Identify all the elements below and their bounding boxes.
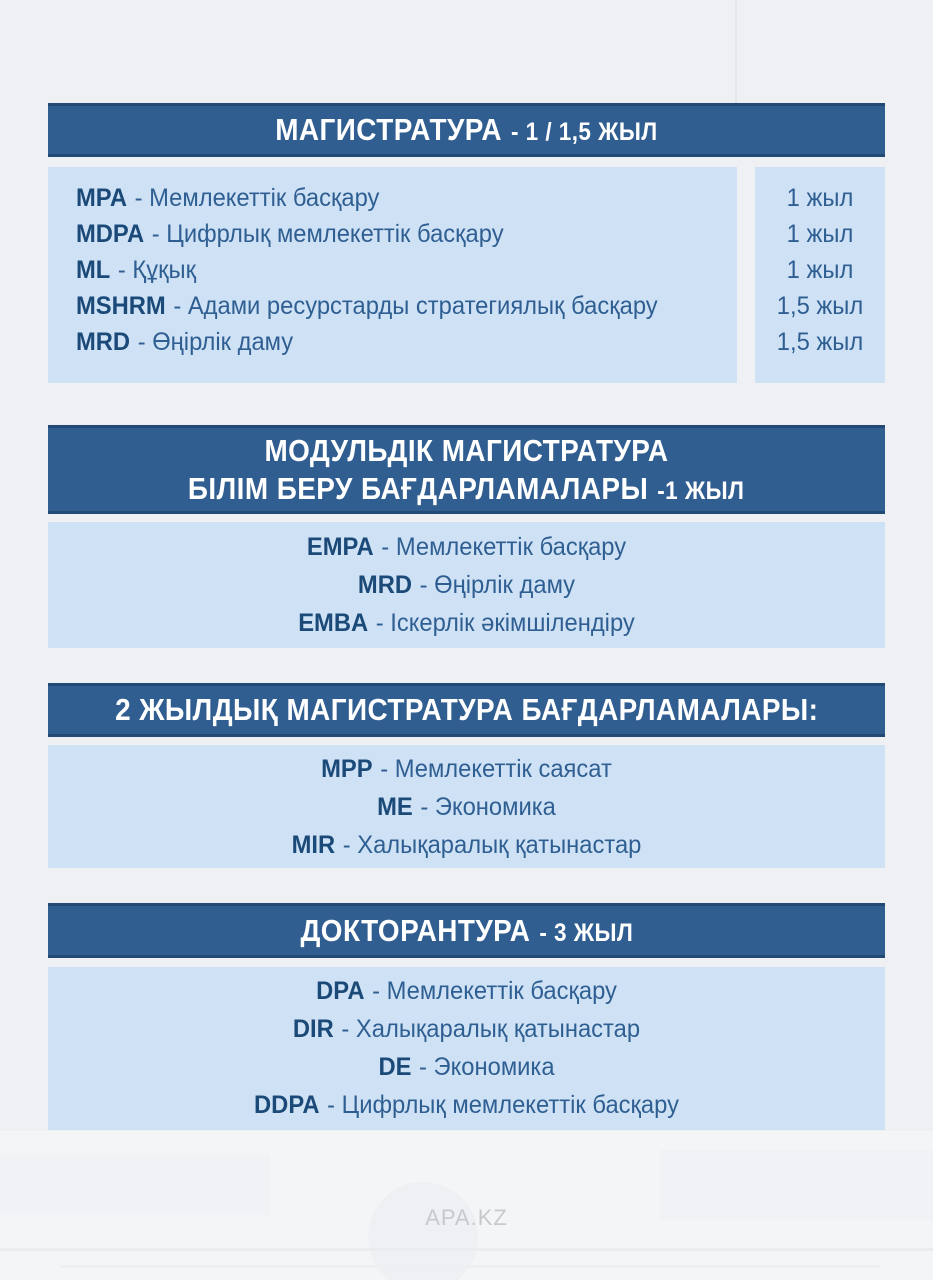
program-desc: - Құқық [117,256,196,284]
program-row [69,750,864,788]
program-desc: - Іскерлік әкімшілендіру [375,609,635,637]
program-duration: 1 жыл [786,220,854,248]
program-row [76,216,704,252]
doktorantura-programs-panel [48,967,885,1130]
program-row [69,826,864,864]
program-desc: - Мемлекеттік басқару [134,184,380,212]
program-code: ML [76,256,111,284]
program-code: MSHRM [76,292,166,320]
modular-magistratura-programs-panel [48,522,885,648]
section-header-magistratura [48,103,885,157]
program-desc: - Халықаралық қатынастар [342,831,642,859]
program-row [69,566,864,604]
program-row [69,788,864,826]
program-row [69,528,864,566]
background-building-step [60,1265,880,1268]
section-title-duration: -1 ЖЫЛ [657,476,745,505]
program-desc: - Өңірлік даму [137,328,294,356]
magistratura-programs-panel [48,167,737,383]
program-code: MRD [76,328,131,356]
program-desc: - Халықаралық қатынастар [341,1015,641,1043]
program-desc: - Экономика [420,793,556,821]
program-code: MPA [76,184,128,212]
watermark: APA.KZ [425,1205,508,1230]
program-row [69,1048,864,1086]
program-row [76,288,704,324]
program-duration: 1,5 жыл [776,292,864,320]
section-title-duration: - 3 ЖЫЛ [539,918,633,947]
program-code: ME [377,793,413,821]
program-desc: - Мемлекеттік басқару [372,977,617,1005]
background-building-step [0,1248,933,1251]
program-row [69,972,864,1010]
program-desc: - Экономика [419,1053,555,1081]
program-row [69,1086,864,1124]
program-duration: 1,5 жыл [776,328,864,356]
program-desc: - Мемлекеттік саясат [380,755,612,783]
program-duration: 1 жыл [786,184,854,212]
program-code: EMBA [298,609,369,637]
program-desc: - Мемлекеттік басқару [381,533,627,561]
program-row [69,1010,864,1048]
section-header-doktorantura [48,903,885,958]
section-title-duration: - 1 / 1,5 ЖЫЛ [511,118,658,146]
program-row [76,252,704,288]
program-code: MPP [321,755,373,783]
program-code: MRD [357,571,413,599]
program-desc: - Цифрлық мемлекеттік басқару [151,220,504,248]
section-header-two-year-magistratura [48,683,885,737]
section-title-line1: МОДУЛЬДІК МАГИСТРАТУРА [264,432,669,468]
program-duration: 1 жыл [786,256,854,284]
program-desc: - Цифрлық мемлекеттік басқару [327,1091,679,1119]
section-title-line2: БІЛІМ БЕРУ БАҒДАРЛАМАЛАРЫ [188,470,649,506]
program-code: MDPA [76,220,145,248]
program-code: DE [378,1053,412,1081]
program-row [69,604,864,642]
program-row [76,180,704,216]
background-flagpole [735,0,737,103]
program-desc: - Өңірлік даму [419,571,576,599]
section-header-modular-magistratura [48,425,885,514]
program-code: MIR [291,831,336,859]
program-code: DPA [316,977,365,1005]
section-title: ДОКТОРАНТУРА [300,912,531,948]
magistratura-durations-panel [755,167,885,383]
section-title: 2 ЖЫЛДЫҚ МАГИСТРАТУРА БАҒДАРЛАМАЛАРЫ: [114,692,819,727]
two-year-magistratura-programs-panel [48,745,885,868]
program-code: DDPA [254,1091,320,1119]
program-row [76,324,704,360]
program-code: DIR [292,1015,334,1043]
program-desc: - Адами ресурстарды стратегиялық басқару [173,292,658,320]
program-code: EMPA [306,533,374,561]
section-title: МАГИСТРАТУРА [275,112,503,147]
